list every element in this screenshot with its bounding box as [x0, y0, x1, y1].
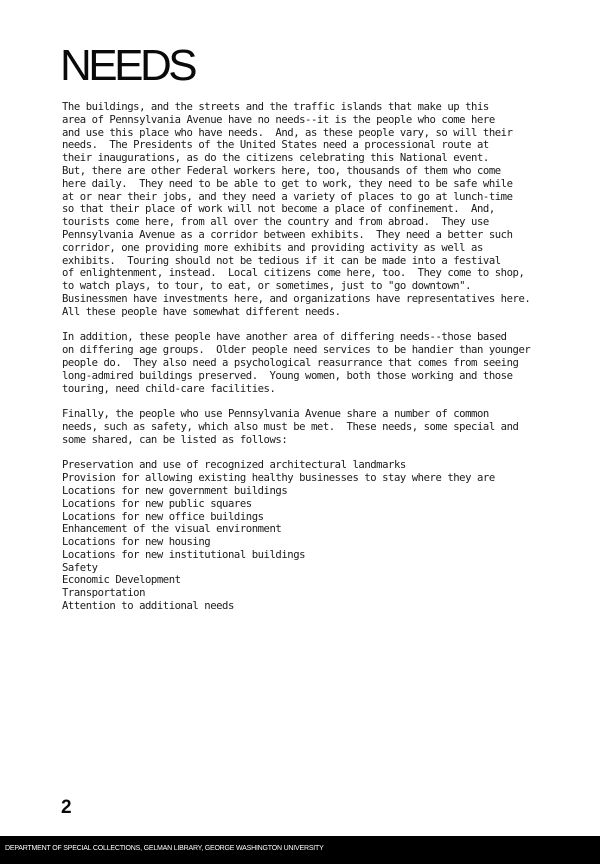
document-body: [62, 101, 582, 613]
archive-footer-bar: [0, 836, 600, 864]
needs-list: [62, 459, 582, 613]
paragraph-age-groups: In addition, these people have another area of differing needs--those based on differing age groups. Older people need services to be handier than younger people do. They also need a psychological reasurrance that comes from seeing long-admired buildings preserved. Young women, both those working and those touring, need child-care facilities.: [62, 331, 531, 395]
list-item: Transportation: [62, 587, 145, 600]
list-item: Attention to additional needs: [62, 600, 234, 613]
page-number: 2: [61, 797, 72, 818]
list-item: Locations for new office buildings: [62, 510, 264, 523]
list-item: Safety: [62, 561, 98, 574]
list-item: Provision for allowing existing healthy businesses to stay where they are: [62, 472, 495, 485]
list-item: Preservation and use of recognized architectural landmarks: [62, 459, 406, 472]
list-item: Locations for new government buildings: [62, 484, 288, 497]
archive-credit: DEPARTMENT OF SPECIAL COLLECTIONS, GELMAN LIBRARY, GEORGE WASHINGTON UNIVERSITY: [5, 845, 324, 852]
list-item: Locations for new institutional buildings: [62, 548, 306, 561]
list-item: Enhancement of the visual environment: [62, 523, 282, 536]
paragraph-people-needs: The buildings, and the streets and the traffic islands that make up this area of Pennsylvania Avenue have no needs--it is the people who come here and use this place who have needs. And, as these people vary, so will their needs. The Presidents of the United States need a processional route at their inaugurations, as do the citizens celebrating this National event. But, there are other Federal workers here, too, thousands of them who come here daily. They need to be able to get to work, they need to be safe while at or near their jobs, and they need a variety of places to go at lunch-time so that their place of work will not become a place of confinement. And, tourists come here, from all over the country and from abroad. They use Pennsylvania Avenue as a corridor between exhibits. They need a better such corridor, one providing more exhibits and providing activity as well as exhibits. Touring should not be tedious if it can be made into a festival of enlightenment, instead. Local citizens come here, too. They come to shop, to watch plays, to tour, to eat, or sometimes, just to "go downtown". Businessmen have investments here, and organizations have representatives here. All these people have somewhat different needs.: [62, 101, 531, 318]
list-item: Locations for new housing: [62, 536, 211, 549]
list-item: Economic Development: [62, 574, 181, 587]
paragraph-common-needs: Finally, the people who use Pennsylvania Avenue share a number of common needs, such as safety, which also must be met. These needs, some special and some shared, can be listed as follows:: [62, 408, 519, 446]
list-item: Locations for new public squares: [62, 497, 252, 510]
page-title: NEEDS: [60, 41, 195, 90]
